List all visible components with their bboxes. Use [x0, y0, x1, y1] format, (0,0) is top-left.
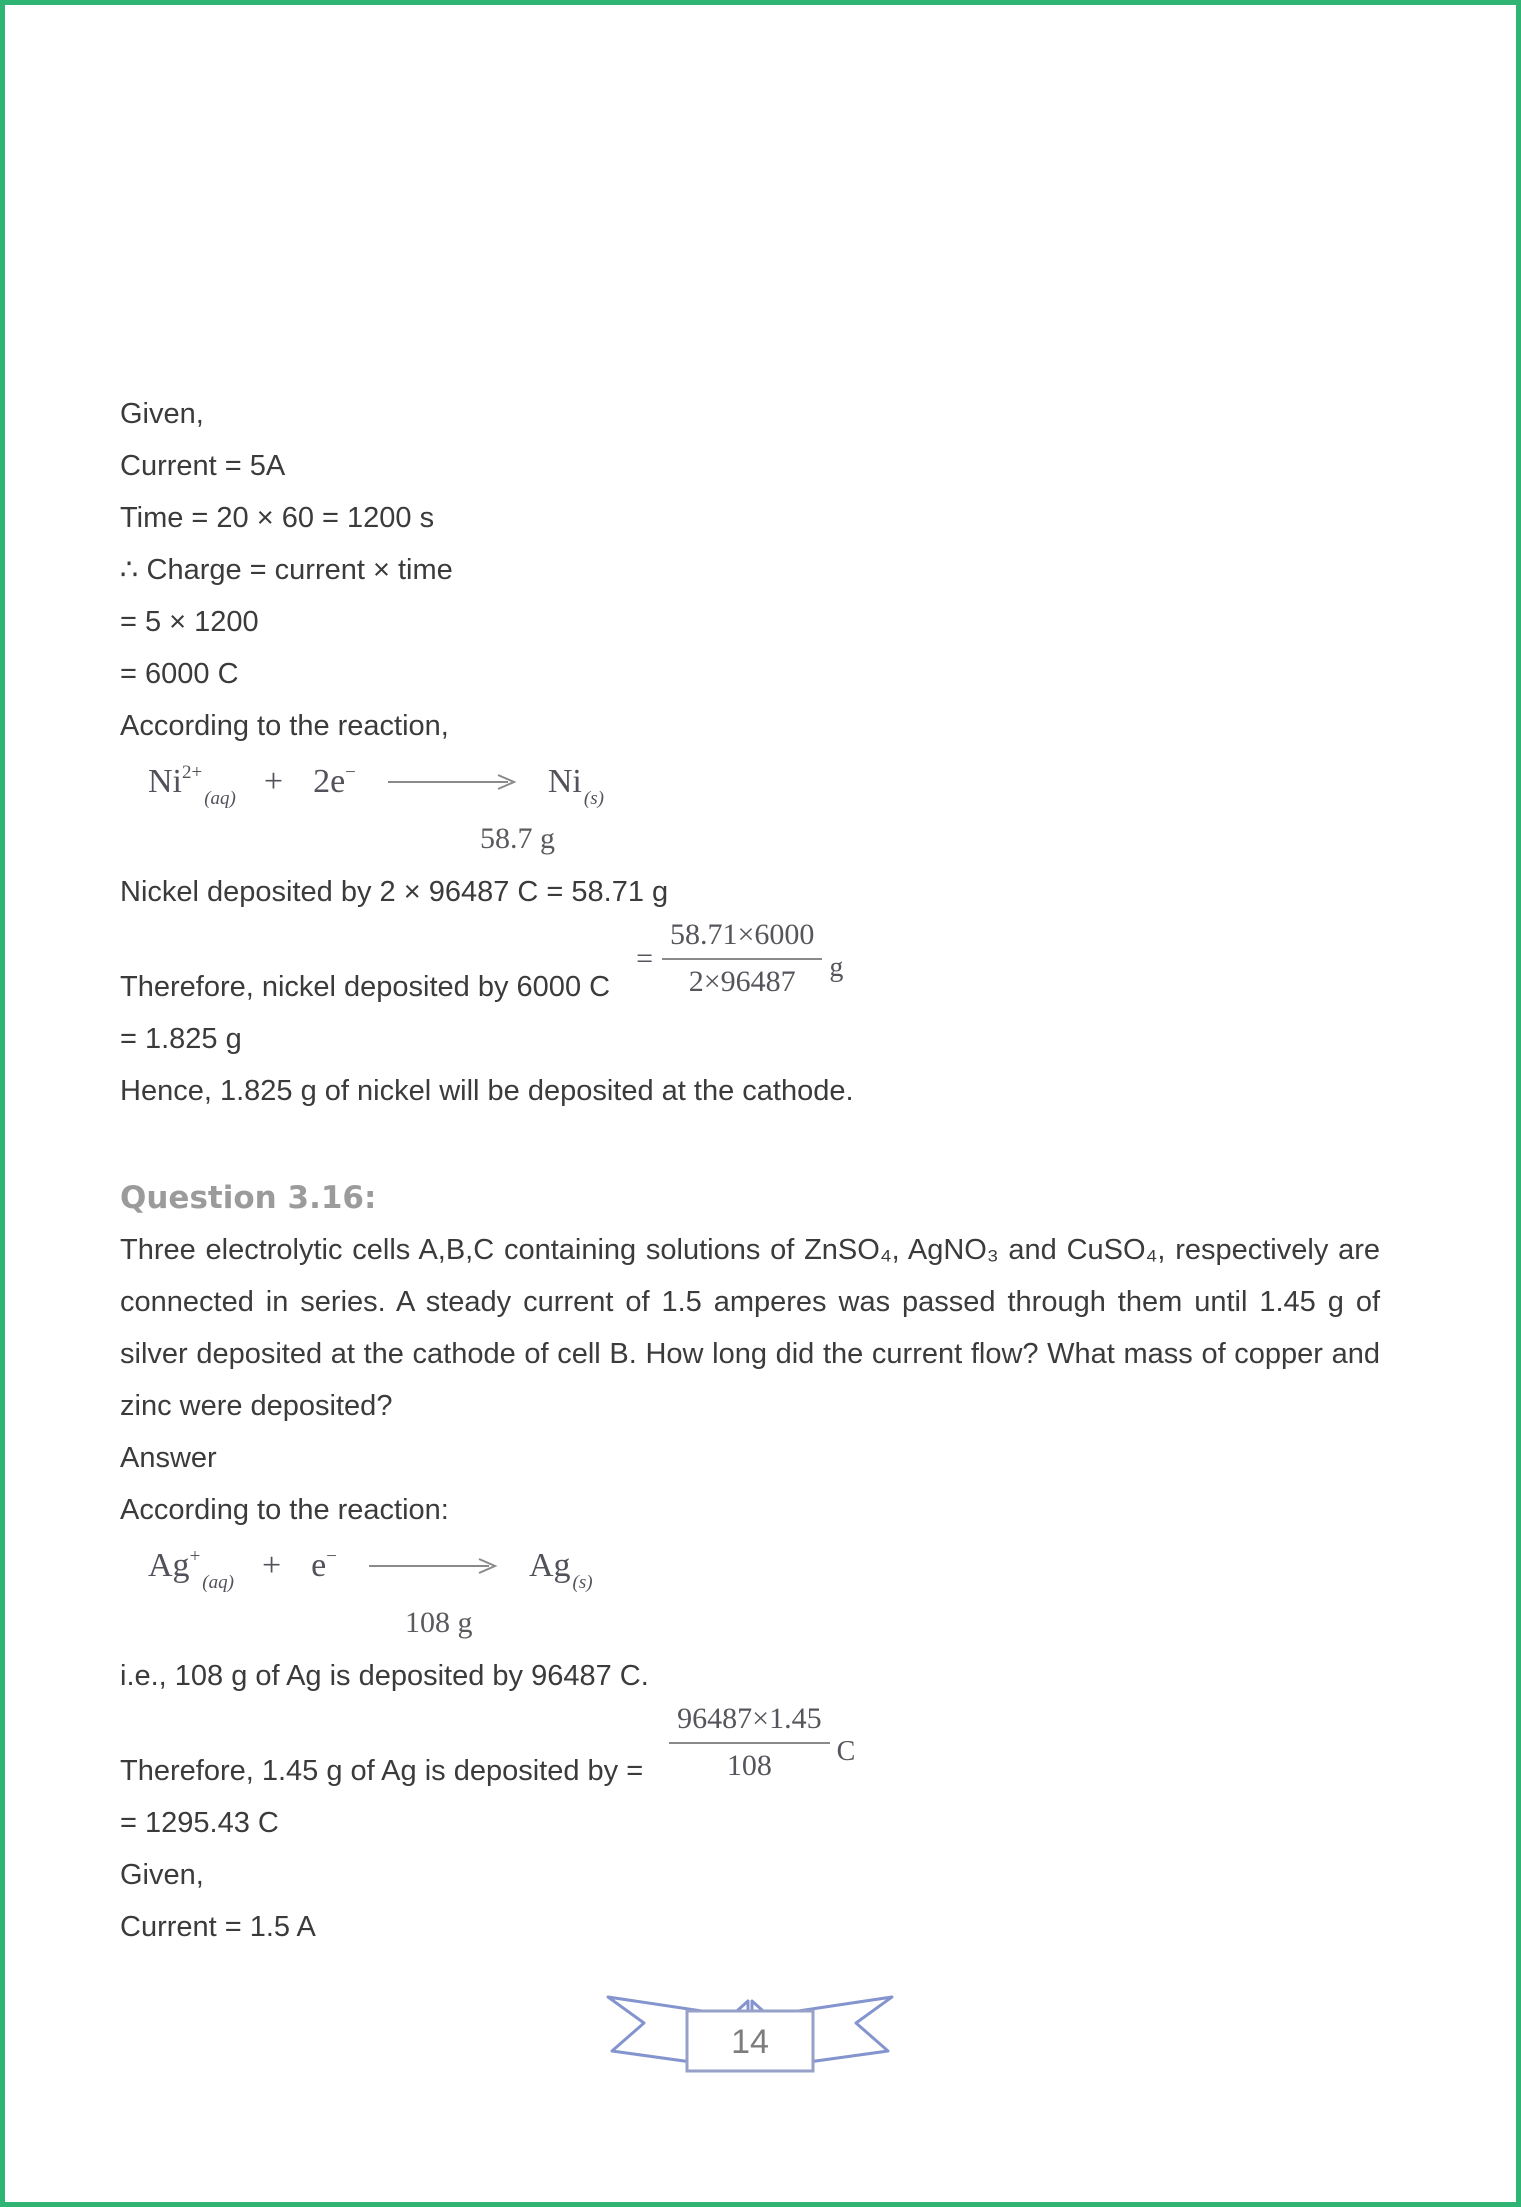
electron-species: e− — [311, 1545, 337, 1584]
text-line: Current = 5A — [120, 450, 286, 482]
text-line: i.e., 108 g of Ag is deposited by 96487 C. — [120, 1660, 649, 1692]
fraction-expression — [669, 1702, 855, 1783]
equals-sign: = — [636, 941, 653, 975]
ribbon-banner-icon — [590, 1987, 910, 2091]
fraction-denominator: 2×96487 — [688, 964, 796, 998]
charge-superscript: 2+ — [182, 761, 203, 783]
charge-superscript: + — [189, 1545, 201, 1567]
fraction-unit: g — [829, 951, 844, 983]
state-subscript: (s) — [572, 1571, 593, 1593]
reaction-arrow-icon — [367, 1557, 499, 1575]
nickel-reaction-equation — [148, 752, 1380, 812]
text-line: According to the reaction: — [120, 1494, 449, 1526]
text-line: = 1295.43 C — [120, 1807, 279, 1839]
text-line: = 5 × 1200 — [120, 606, 259, 638]
text-line: Given, — [120, 398, 204, 430]
electron-species: 2e− — [313, 761, 356, 800]
page-content — [5, 5, 1516, 2091]
plus-operator: + — [263, 763, 284, 800]
question-body-paragraph: Three electrolytic cells A,B,C containing solutions of ZnSO₄, AgNO₃ and CuSO₄, respectively are connected in series. A steady current of 1.5 amperes was passed through them until 1.45 g of silver deposited at the cathode of cell B. How long did the current flow? What mass of copper and zinc were deposited? — [120, 1234, 1380, 1422]
text-line: = 6000 C — [120, 658, 239, 690]
answer-label: Answer — [120, 1442, 217, 1474]
fraction-numerator: 96487×1.45 — [669, 1702, 829, 1744]
state-subscript: (s) — [583, 787, 604, 809]
calculation-line — [120, 1702, 1380, 1797]
calc-prefix-text: Therefore, 1.45 g of Ag is deposited by = — [120, 1755, 644, 1787]
state-subscript: (aq) — [202, 1571, 234, 1593]
fraction — [669, 1702, 829, 1783]
silver-reaction-equation — [148, 1536, 1380, 1596]
fraction-denominator: 108 — [726, 1748, 772, 1782]
product-species: Ag $_{(s)}$ — [528, 1547, 593, 1593]
fraction-numerator: 58.71×6000 — [662, 918, 822, 960]
text-line: Given, — [120, 1859, 204, 1891]
product-species: Ni $_{(s)}$ — [547, 763, 604, 809]
text-line: = 1.825 g — [120, 1023, 242, 1055]
reaction-arrow-icon — [386, 773, 518, 791]
text-line: Hence, 1.825 g of nickel will be deposited at the cathode. — [120, 1075, 854, 1107]
plus-operator: + — [261, 1547, 282, 1584]
charge-superscript: − — [345, 761, 356, 783]
text-line: Time = 20 × 60 = 1200 s — [120, 502, 435, 534]
molar-mass-label: 108 g — [405, 1606, 473, 1639]
calculation-line — [120, 918, 1380, 1013]
text-line: ∴ Charge = current × time — [120, 554, 453, 586]
text-line: Nickel deposited by 2 × 96487 C = 58.71 g — [120, 876, 669, 908]
reactant-species: $Ni^{2+}_{(aq)}$ — [148, 761, 236, 809]
fraction-unit: C — [836, 1735, 856, 1767]
calc-prefix-text: Therefore, nickel deposited by 6000 C — [120, 971, 611, 1003]
text-line: According to the reaction, — [120, 710, 449, 742]
fraction — [662, 918, 822, 999]
reactant-species: $Ag^+_{(aq)}$ — [148, 1545, 234, 1593]
page-number: 14 — [731, 2023, 769, 2061]
text-line: Current = 1.5 A — [120, 1911, 316, 1943]
question-heading: Question 3.16: — [120, 1180, 377, 1216]
molar-mass-label: 58.7 g — [480, 822, 555, 855]
fraction-expression — [636, 918, 843, 999]
page-number-ribbon — [120, 1987, 1380, 2091]
state-subscript: (aq) — [204, 787, 236, 809]
charge-superscript: − — [326, 1545, 337, 1567]
